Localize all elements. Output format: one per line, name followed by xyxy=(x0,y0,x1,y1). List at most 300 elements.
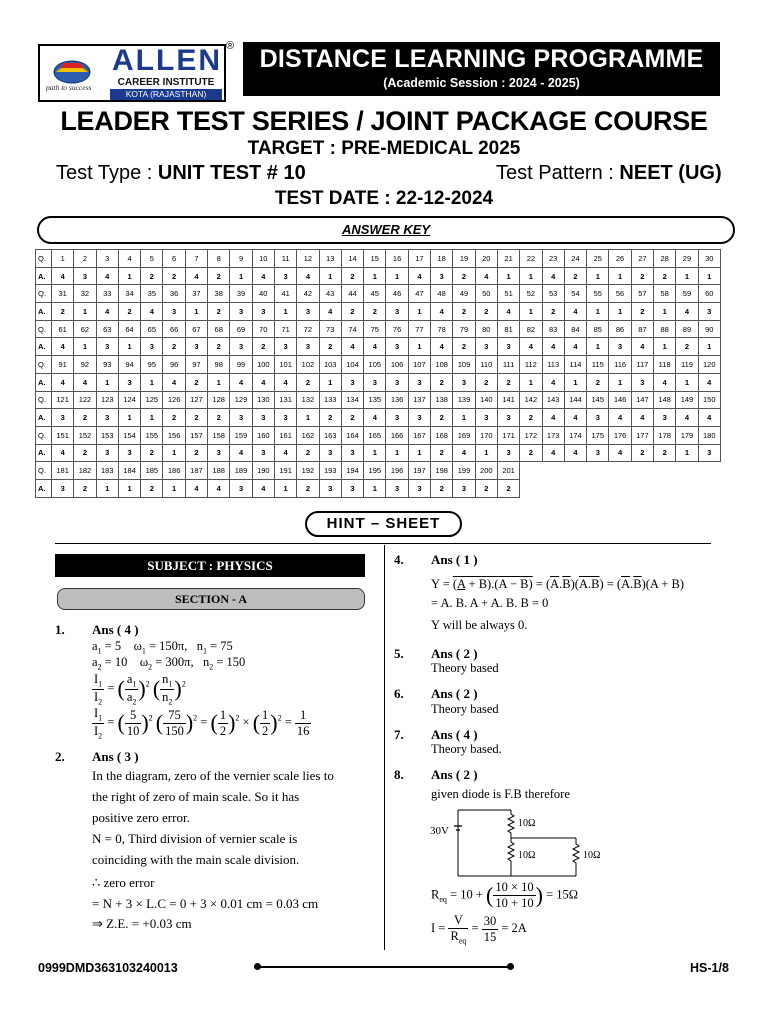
answer-cell: 3 xyxy=(386,338,408,356)
hint-text: Y will be always 0. xyxy=(431,618,528,632)
question-cell: 12 xyxy=(297,250,319,268)
answer-cell: 1 xyxy=(364,267,386,285)
answer-cell: 1 xyxy=(587,267,609,285)
question-cell: 69 xyxy=(230,320,252,338)
answer-cell: 3 xyxy=(252,409,274,427)
answer-cell: 3 xyxy=(475,338,497,356)
answer-cell: 3 xyxy=(386,409,408,427)
answer-cell: 4 xyxy=(230,373,252,391)
answer-cell: 1 xyxy=(609,303,631,321)
answer-cell: 4 xyxy=(252,267,274,285)
question-cell: 196 xyxy=(386,462,408,480)
test-pattern-value: NEET (UG) xyxy=(619,162,722,184)
answer-key-table xyxy=(35,249,721,498)
answer-cell: 2 xyxy=(654,267,676,285)
answer-cell: 1 xyxy=(230,267,252,285)
question-cell: 200 xyxy=(475,462,497,480)
question-cell: 52 xyxy=(520,285,542,303)
question-cell: 173 xyxy=(542,426,564,444)
answer-cell: 2 xyxy=(341,267,363,285)
question-cell: 62 xyxy=(74,320,96,338)
question-cell: 44 xyxy=(341,285,363,303)
question-cell: 143 xyxy=(542,391,564,409)
answer-cell: 4 xyxy=(631,409,653,427)
question-cell: 34 xyxy=(118,285,140,303)
answer-cell: 2 xyxy=(453,303,475,321)
answer-cell: 4 xyxy=(654,373,676,391)
answer-cell: 3 xyxy=(297,303,319,321)
question-cell: 141 xyxy=(497,391,519,409)
empty-cell xyxy=(609,479,631,497)
question-cell: 25 xyxy=(587,250,609,268)
question-cell: 136 xyxy=(386,391,408,409)
question-cell: 181 xyxy=(52,462,74,480)
question-cell: 61 xyxy=(52,320,74,338)
empty-cell xyxy=(542,479,564,497)
answer-cell: 1 xyxy=(185,303,207,321)
hint-text: Theory based xyxy=(431,661,499,675)
answer-cell: 3 xyxy=(163,303,185,321)
question-cell: 138 xyxy=(431,391,453,409)
question-cell: 123 xyxy=(96,391,118,409)
question-cell: 131 xyxy=(274,391,296,409)
question-cell: 166 xyxy=(386,426,408,444)
resistor-label: 10Ω xyxy=(583,850,601,861)
question-cell: 100 xyxy=(252,356,274,374)
answer-cell: 4 xyxy=(252,373,274,391)
question-cell: 177 xyxy=(631,426,653,444)
empty-cell xyxy=(564,462,586,480)
question-cell: 126 xyxy=(163,391,185,409)
question-cell: 88 xyxy=(654,320,676,338)
question-cell: 151 xyxy=(52,426,74,444)
question-cell: 171 xyxy=(497,426,519,444)
question-row xyxy=(36,320,721,338)
question-row xyxy=(36,285,721,303)
answer-cell: 2 xyxy=(520,444,542,462)
empty-cell xyxy=(520,462,542,480)
question-cell: 23 xyxy=(542,250,564,268)
empty-cell xyxy=(587,479,609,497)
answer-cell: 1 xyxy=(475,444,497,462)
question-cell: 83 xyxy=(542,320,564,338)
answer-cell: 3 xyxy=(386,479,408,497)
question-cell: 160 xyxy=(252,426,274,444)
question-cell: 122 xyxy=(74,391,96,409)
question-cell: 95 xyxy=(141,356,163,374)
programme-banner xyxy=(243,42,720,96)
question-cell: 97 xyxy=(185,356,207,374)
answer-cell: 4 xyxy=(52,444,74,462)
answer-cell: 4 xyxy=(341,338,363,356)
question-cell: 114 xyxy=(564,356,586,374)
answer-cell: 1 xyxy=(520,267,542,285)
answer-cell: 4 xyxy=(319,303,341,321)
answer-row xyxy=(36,479,721,497)
question-cell: 182 xyxy=(74,462,96,480)
question-cell: 33 xyxy=(96,285,118,303)
question-cell: 10 xyxy=(252,250,274,268)
question-cell: 148 xyxy=(654,391,676,409)
logo-subtitle: CAREER INSTITUTE xyxy=(117,77,215,88)
answer-cell: 2 xyxy=(52,303,74,321)
answer-cell: 2 xyxy=(341,409,363,427)
answer-cell: 2 xyxy=(297,444,319,462)
question-cell: 198 xyxy=(431,462,453,480)
answer-cell: 4 xyxy=(297,267,319,285)
question-cell: 188 xyxy=(208,462,230,480)
answer-cell: 4 xyxy=(564,338,586,356)
answer-cell: 4 xyxy=(631,338,653,356)
row-label: A. xyxy=(36,338,52,356)
answer-cell: 4 xyxy=(542,267,564,285)
question-cell: 117 xyxy=(631,356,653,374)
question-cell: 59 xyxy=(676,285,698,303)
question-number: 1. xyxy=(55,622,65,637)
answer-cell: 3 xyxy=(185,338,207,356)
question-number: 8. xyxy=(394,767,404,782)
question-cell: 45 xyxy=(364,285,386,303)
question-cell: 107 xyxy=(408,356,430,374)
question-cell: 127 xyxy=(185,391,207,409)
answer-cell: 3 xyxy=(74,267,96,285)
answer-cell: 2 xyxy=(631,303,653,321)
answer-cell: 1 xyxy=(408,338,430,356)
question-row xyxy=(36,356,721,374)
answer-cell: 2 xyxy=(475,373,497,391)
answer-cell: 4 xyxy=(698,373,720,391)
answer-cell: 4 xyxy=(497,303,519,321)
question-cell: 4 xyxy=(118,250,140,268)
answer-cell: 3 xyxy=(364,373,386,391)
answer-label: Ans ( 2 ) xyxy=(431,767,478,782)
answer-cell: 3 xyxy=(698,303,720,321)
answer-cell: 3 xyxy=(587,409,609,427)
answer-cell: 2 xyxy=(252,338,274,356)
question-cell: 66 xyxy=(163,320,185,338)
hint-text: In the diagram, zero of the vernier scale lies to xyxy=(92,768,334,783)
answer-cell: 2 xyxy=(163,267,185,285)
question-cell: 70 xyxy=(252,320,274,338)
question-cell: 68 xyxy=(208,320,230,338)
question-cell: 150 xyxy=(698,391,720,409)
answer-cell: 1 xyxy=(74,338,96,356)
question-cell: 27 xyxy=(631,250,653,268)
answer-cell: 2 xyxy=(297,479,319,497)
answer-cell: 1 xyxy=(118,479,140,497)
answer-cell: 4 xyxy=(676,303,698,321)
answer-cell: 3 xyxy=(631,373,653,391)
hint-divider xyxy=(55,543,711,544)
answer-cell: 1 xyxy=(141,373,163,391)
answer-cell: 3 xyxy=(96,338,118,356)
answer-cell: 2 xyxy=(163,338,185,356)
question-cell: 184 xyxy=(118,462,140,480)
answer-cell: 2 xyxy=(319,409,341,427)
question-cell: 189 xyxy=(230,462,252,480)
answer-cell: 2 xyxy=(319,338,341,356)
question-number: 5. xyxy=(394,646,404,661)
question-cell: 75 xyxy=(364,320,386,338)
programme-title: DISTANCE LEARNING PROGRAMME xyxy=(259,45,704,73)
question-cell: 130 xyxy=(252,391,274,409)
answer-cell: 2 xyxy=(497,479,519,497)
row-label: Q. xyxy=(36,250,52,268)
question-cell: 104 xyxy=(341,356,363,374)
question-cell: 42 xyxy=(297,285,319,303)
question-cell: 149 xyxy=(676,391,698,409)
answer-cell: 4 xyxy=(185,479,207,497)
answer-cell: 1 xyxy=(118,338,140,356)
answer-cell: 2 xyxy=(431,479,453,497)
answer-cell: 2 xyxy=(185,373,207,391)
question-cell: 78 xyxy=(431,320,453,338)
answer-cell: 4 xyxy=(609,444,631,462)
question-cell: 178 xyxy=(654,426,676,444)
answer-cell: 3 xyxy=(341,373,363,391)
question-cell: 106 xyxy=(386,356,408,374)
question-cell: 195 xyxy=(364,462,386,480)
footer-divider xyxy=(258,966,510,968)
logo-city: KOTA (RAJASTHAN) xyxy=(110,89,222,100)
answer-cell: 1 xyxy=(587,303,609,321)
answer-cell: 1 xyxy=(564,373,586,391)
answer-cell: 1 xyxy=(587,338,609,356)
row-label: A. xyxy=(36,444,52,462)
section-heading: SECTION - A xyxy=(57,588,365,610)
answer-cell: 4 xyxy=(52,338,74,356)
question-cell: 167 xyxy=(408,426,430,444)
column-divider xyxy=(384,545,385,950)
question-cell: 142 xyxy=(520,391,542,409)
question-cell: 115 xyxy=(587,356,609,374)
answer-cell: 3 xyxy=(431,267,453,285)
answer-label: Ans ( 3 ) xyxy=(92,749,139,764)
question-cell: 65 xyxy=(141,320,163,338)
question-cell: 63 xyxy=(96,320,118,338)
answer-cell: 2 xyxy=(475,303,497,321)
question-cell: 145 xyxy=(587,391,609,409)
question-cell: 74 xyxy=(341,320,363,338)
question-cell: 11 xyxy=(274,250,296,268)
logo-tagline: path to success xyxy=(46,83,92,92)
question-cell: 7 xyxy=(185,250,207,268)
answer-cell: 3 xyxy=(252,303,274,321)
answer-cell: 3 xyxy=(408,409,430,427)
row-label: A. xyxy=(36,303,52,321)
answer-cell: 3 xyxy=(386,373,408,391)
answer-cell: 2 xyxy=(431,409,453,427)
equation: $\frac{I_1}{I_2}$ = ( $\frac{a_1}{a_2}$ )$^2$ ( $\frac{n_1}{n_2}$ )$^2$ xyxy=(94,672,186,706)
answer-row xyxy=(36,267,721,285)
question-cell: 112 xyxy=(520,356,542,374)
question-cell: 109 xyxy=(453,356,475,374)
question-cell: 29 xyxy=(676,250,698,268)
answer-cell: 1 xyxy=(520,303,542,321)
answer-cell: 4 xyxy=(364,409,386,427)
question-cell: 110 xyxy=(475,356,497,374)
answer-cell: 1 xyxy=(118,409,140,427)
question-row xyxy=(36,250,721,268)
answer-cell: 2 xyxy=(185,409,207,427)
answer-row xyxy=(36,444,721,462)
answer-cell: 3 xyxy=(453,373,475,391)
question-cell: 156 xyxy=(163,426,185,444)
hint-sheet-title: HINT – SHEET xyxy=(305,511,462,537)
answer-cell: 3 xyxy=(230,303,252,321)
answer-cell: 4 xyxy=(230,444,252,462)
answer-cell: 2 xyxy=(431,373,453,391)
answer-cell: 1 xyxy=(654,338,676,356)
row-label: Q. xyxy=(36,391,52,409)
answer-cell: 2 xyxy=(141,479,163,497)
answer-cell: 3 xyxy=(497,409,519,427)
question-cell: 85 xyxy=(587,320,609,338)
question-cell: 56 xyxy=(609,285,631,303)
row-label: Q. xyxy=(36,320,52,338)
test-type-value: UNIT TEST # 10 xyxy=(157,162,306,184)
answer-cell: 3 xyxy=(453,479,475,497)
answer-cell: 2 xyxy=(542,303,564,321)
question-cell: 77 xyxy=(408,320,430,338)
answer-cell: 1 xyxy=(74,303,96,321)
answer-cell: 2 xyxy=(163,409,185,427)
logo-brand: ALLEN xyxy=(112,44,222,77)
question-cell: 128 xyxy=(208,391,230,409)
question-cell: 16 xyxy=(386,250,408,268)
answer-cell: 1 xyxy=(698,267,720,285)
question-cell: 9 xyxy=(230,250,252,268)
question-cell: 140 xyxy=(475,391,497,409)
question-cell: 147 xyxy=(631,391,653,409)
question-cell: 169 xyxy=(453,426,475,444)
answer-cell: 4 xyxy=(96,303,118,321)
hint-text: the right of zero of main scale. So it has xyxy=(92,789,300,804)
answer-key-title: ANSWER KEY xyxy=(341,222,431,237)
question-row xyxy=(36,462,721,480)
question-cell: 129 xyxy=(230,391,252,409)
hint-text: ∴ zero error xyxy=(92,875,155,890)
question-cell: 48 xyxy=(431,285,453,303)
question-cell: 89 xyxy=(676,320,698,338)
question-cell: 121 xyxy=(52,391,74,409)
answer-cell: 1 xyxy=(364,479,386,497)
answer-cell: 1 xyxy=(118,267,140,285)
equation: $a_2 = 10$ $\omega_2 = 300\pi$, $n_2 = 150$ xyxy=(92,655,246,672)
answer-cell: 4 xyxy=(185,267,207,285)
answer-cell: 4 xyxy=(252,479,274,497)
question-cell: 51 xyxy=(497,285,519,303)
question-cell: 139 xyxy=(453,391,475,409)
question-cell: 158 xyxy=(208,426,230,444)
question-cell: 76 xyxy=(386,320,408,338)
question-cell: 6 xyxy=(163,250,185,268)
answer-cell: 2 xyxy=(587,373,609,391)
question-cell: 54 xyxy=(564,285,586,303)
answer-cell: 2 xyxy=(208,267,230,285)
answer-cell: 4 xyxy=(542,373,564,391)
question-cell: 119 xyxy=(676,356,698,374)
test-pattern-label: Test Pattern : xyxy=(496,162,614,184)
page-number: HS-1/8 xyxy=(690,961,729,975)
empty-cell xyxy=(587,462,609,480)
answer-cell: 3 xyxy=(408,373,430,391)
answer-cell: 3 xyxy=(319,444,341,462)
resistor-label: 10Ω xyxy=(518,818,536,829)
answer-cell: 2 xyxy=(631,444,653,462)
answer-cell: 1 xyxy=(96,479,118,497)
question-cell: 24 xyxy=(564,250,586,268)
question-cell: 8 xyxy=(208,250,230,268)
answer-cell: 1 xyxy=(497,267,519,285)
question-cell: 108 xyxy=(431,356,453,374)
answer-cell: 4 xyxy=(564,444,586,462)
answer-cell: 2 xyxy=(185,444,207,462)
question-cell: 60 xyxy=(698,285,720,303)
answer-cell: 3 xyxy=(230,338,252,356)
question-cell: 93 xyxy=(96,356,118,374)
answer-cell: 3 xyxy=(96,409,118,427)
empty-cell xyxy=(698,479,720,497)
answer-cell: 3 xyxy=(274,409,296,427)
answer-cell: 3 xyxy=(96,444,118,462)
answer-cell: 3 xyxy=(475,409,497,427)
question-cell: 35 xyxy=(141,285,163,303)
question-cell: 132 xyxy=(297,391,319,409)
globe-logo-icon xyxy=(44,50,108,100)
question-number: 7. xyxy=(394,727,404,742)
question-cell: 157 xyxy=(185,426,207,444)
test-date: TEST DATE : 22-12-2024 xyxy=(274,188,494,209)
empty-cell xyxy=(654,479,676,497)
question-cell: 30 xyxy=(698,250,720,268)
question-cell: 193 xyxy=(319,462,341,480)
question-cell: 82 xyxy=(520,320,542,338)
equation: $Y = (A + B).(A - B) = (\overline{A}.\overline{B})(A.B) = (\overline{A}.\overline{B})(A + B)$ xyxy=(431,577,685,591)
answer-cell: 2 xyxy=(631,267,653,285)
equation: $\frac{I_1}{I_2}$ = ( $\frac{5}{10}$ )$^2$ ( $\frac{75}{150}$ )$^2$ = ( $\frac{1}{2}$ )$^2$ × ( $\frac{1}{2}$ )$^2$ = $\frac{1}{16}$ xyxy=(94,706,310,740)
answer-cell: 1 xyxy=(408,444,430,462)
answer-key-header xyxy=(37,216,735,244)
answer-row xyxy=(36,373,721,391)
test-type-label: Test Type : xyxy=(56,162,153,184)
answer-cell: 2 xyxy=(208,409,230,427)
answer-cell: 4 xyxy=(74,373,96,391)
question-cell: 67 xyxy=(185,320,207,338)
answer-cell: 1 xyxy=(319,267,341,285)
answer-cell: 2 xyxy=(208,338,230,356)
question-cell: 146 xyxy=(609,391,631,409)
question-cell: 87 xyxy=(631,320,653,338)
question-cell: 40 xyxy=(252,285,274,303)
question-cell: 98 xyxy=(208,356,230,374)
question-cell: 86 xyxy=(609,320,631,338)
answer-cell: 2 xyxy=(564,267,586,285)
question-cell: 137 xyxy=(408,391,430,409)
answer-cell: 4 xyxy=(542,444,564,462)
question-cell: 57 xyxy=(631,285,653,303)
answer-cell: 3 xyxy=(609,338,631,356)
question-cell: 81 xyxy=(497,320,519,338)
question-cell: 197 xyxy=(408,462,430,480)
empty-cell xyxy=(520,479,542,497)
question-cell: 190 xyxy=(252,462,274,480)
answer-cell: 3 xyxy=(297,338,319,356)
answer-cell: 1 xyxy=(654,303,676,321)
question-cell: 17 xyxy=(408,250,430,268)
answer-cell: 3 xyxy=(208,444,230,462)
answer-cell: 1 xyxy=(453,409,475,427)
